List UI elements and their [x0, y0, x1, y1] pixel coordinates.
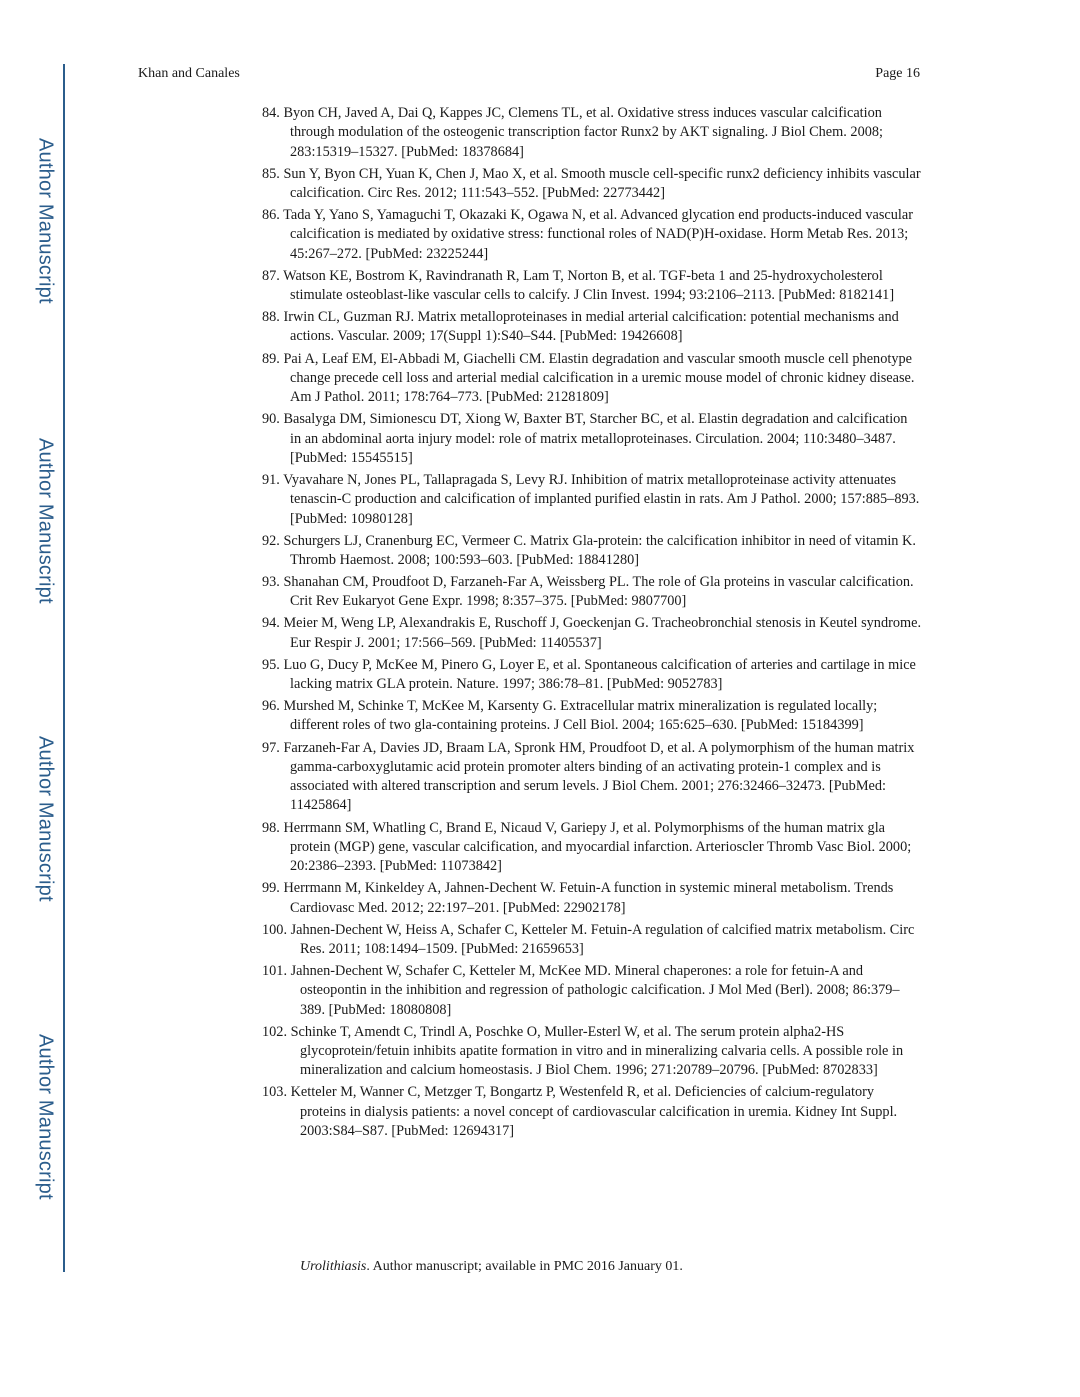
reference-item: 93. Shanahan CM, Proudfoot D, Farzaneh-Far A, Weissberg PL. The role of Gla proteins in vascular calcification. Crit Rev Eukaryot Gene Expr. 1998; 8:357–375. [PubMed: 9807700]	[262, 574, 914, 610]
footer-note	[300, 1259, 683, 1275]
running-head-authors: Khan and Canales	[138, 66, 240, 81]
reference-list	[262, 104, 922, 1144]
reference-item: 101. Jahnen-Dechent W, Schafer C, Ketteler M, McKee MD. Mineral chaperones: a role for fetuin-A and osteopontin in the inhibition and regression of pathologic calcification. J Mol Med (Berl). 2008; 86:379–389. [PubMed: 18080808]	[262, 963, 900, 1018]
page-number: Page 16	[875, 66, 920, 81]
reference-item: 86. Tada Y, Yano S, Yamaguchi T, Okazaki K, Ogawa N, et al. Advanced glycation end products-induced vascular calcification is mediated by oxidative stress: functional roles of NAD(P)H-oxidase. Horm Metab Res. 2013; 45:267–272. [PubMed: 23225244]	[262, 207, 913, 262]
reference-item: 88. Irwin CL, Guzman RJ. Matrix metalloproteinases in medial arterial calcification: potential mechanisms and actions. Vascular. 2009; 17(Suppl 1):S40–S44. [PubMed: 19426608]	[262, 309, 899, 345]
reference-item: 89. Pai A, Leaf EM, El-Abbadi M, Giachelli CM. Elastin degradation and vascular smooth muscle cell phenotype change precede cell loss and arterial medial calcification in a uremic mouse model of chronic kidney disease. Am J Pathol. 2011; 178:764–773. [PubMed: 21281809]	[262, 350, 915, 406]
reference-item: 91. Vyavahare N, Jones PL, Tallapragada S, Levy RJ. Inhibition of matrix metalloproteinase activity attenuates tenascin-C production and calcification of implanted purified elastin in rats. Am J Pathol. 2000; 157:885–893. [PubMed: 10980128]	[262, 471, 920, 527]
reference-item: 92. Schurgers LJ, Cranenburg EC, Vermeer C. Matrix Gla-protein: the calcification inhibitor in need of vitamin K. Thromb Haemost. 2008; 100:593–603. [PubMed: 18841280]	[262, 532, 916, 568]
reference-item: 102. Schinke T, Amendt C, Trindl A, Poschke O, Muller-Esterl W, et al. The serum protein alpha2-HS glycoprotein/fetuin inhibits apatite formation in vitro and in mineralizing calvaria cells. A possible role in mineralization and calcium homeostasis. J Biol Chem. 1996; 271:20789–20796. [PubMed: 8702833]	[262, 1023, 904, 1079]
author-manuscript-label: Author Manuscript	[34, 138, 57, 304]
reference-item: 100. Jahnen-Dechent W, Heiss A, Schafer C, Ketteler M. Fetuin-A regulation of calcified matrix metabolism. Circ Res. 2011; 108:1494–1509. [PubMed: 21659653]	[262, 921, 915, 957]
reference-item: 96. Murshed M, Schinke T, McKee M, Karsenty G. Extracellular matrix mineralization is regulated locally; different roles of two gla-containing proteins. J Cell Biol. 2004; 165:625–630. [PubMed: 15184399]	[262, 698, 878, 734]
margin-rule	[63, 64, 65, 1272]
reference-item: 90. Basalyga DM, Simionescu DT, Xiong W, Baxter BT, Starcher BC, et al. Elastin degradation and calcification in an abdominal aorta injury model: role of matrix metalloproteinases. Circulation. 2004; 110:3480–3487. [PubMed: 15545515]	[262, 411, 908, 466]
journal-name: Urolithiasis	[300, 1259, 367, 1274]
reference-item: 85. Sun Y, Byon CH, Yuan K, Chen J, Mao X, et al. Smooth muscle cell-specific runx2 deficiency inhibits vascular calcification. Circ Res. 2012; 111:543–552. [PubMed: 22773442]	[262, 165, 921, 201]
reference-item: 95. Luo G, Ducy P, McKee M, Pinero G, Loyer E, et al. Spontaneous calcification of arteries and cartilage in mice lacking matrix GLA protein. Nature. 1997; 386:78–81. [PubMed: 9052783]	[262, 656, 916, 693]
reference-item: 103. Ketteler M, Wanner C, Metzger T, Bongartz P, Westenfeld R, et al. Deficiencies of calcium-regulatory proteins in dialysis patients: a novel concept of cardiovascular calcification in uremia. Kidney Int Suppl. 2003:S84–S87. [PubMed: 12694317]	[262, 1084, 898, 1139]
author-manuscript-label: Author Manuscript	[34, 736, 57, 902]
reference-item: 87. Watson KE, Bostrom K, Ravindranath R, Lam T, Norton B, et al. TGF-beta 1 and 25-hydroxycholesterol stimulate osteoblast-like vascular cells to calcify. J Clin Invest. 1994; 93:2106–2113. [PubMed: 8182141]	[262, 267, 895, 304]
footer-text: . Author manuscript; available in PMC 2016 January 01.	[366, 1259, 683, 1274]
reference-item: 99. Herrmann M, Kinkeldey A, Jahnen-Dechent W. Fetuin-A function in systemic mineral metabolism. Trends Cardiovasc Med. 2012; 22:197–201. [PubMed: 22902178]	[262, 880, 894, 916]
reference-item: 84. Byon CH, Javed A, Dai Q, Kappes JC, Clemens TL, et al. Oxidative stress induces vascular calcification through modulation of the osteogenic transcription factor Runx2 by AKT signaling. J Biol Chem. 2008; 283:15319–15327. [PubMed: 18378684]	[262, 105, 883, 160]
author-manuscript-label: Author Manuscript	[34, 438, 57, 604]
author-manuscript-label: Author Manuscript	[34, 1034, 57, 1200]
reference-item: 94. Meier M, Weng LP, Alexandrakis E, Ruschoff J, Goeckenjan G. Tracheobronchial stenosis in Keutel syndrome. Eur Respir J. 2001; 17:566–569. [PubMed: 11405537]	[262, 615, 922, 651]
reference-item: 97. Farzaneh-Far A, Davies JD, Braam LA, Spronk HM, Proudfoot D, et al. A polymorphism of the human matrix gamma-carboxyglutamic acid protein promoter alters binding of an activating protein-1 complex and is associated with altered transcription and serum levels. J Biol Chem. 2001; 276:32466–32473. [PubMed: 11425864]	[262, 739, 915, 814]
reference-item: 98. Herrmann SM, Whatling C, Brand E, Nicaud V, Gariepy J, et al. Polymorphisms of the human matrix gla protein (MGP) gene, vascular calcification, and myocardial infarction. Arterioscler Thromb Vasc Biol. 2000; 20:2386–2393. [PubMed: 11073842]	[262, 819, 912, 875]
